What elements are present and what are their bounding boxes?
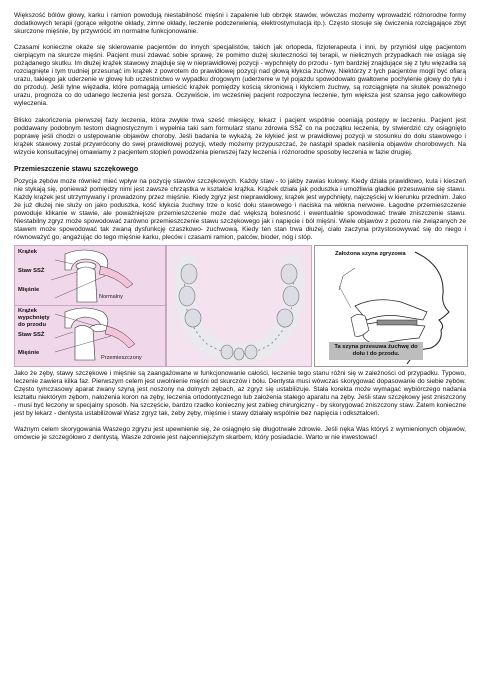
section-heading: Przemieszczenie stawu szczękowego — [14, 165, 139, 173]
tmj-diagram-illustration — [15, 246, 165, 366]
label-normalny: Normalny — [99, 294, 123, 301]
paragraph-4: Pozycja zębów może również mieć wpływ na pozycję stawów szczękowych. Każdy staw - to jakby zawias kulowy. Kiedy działa prawidłowo, kula i kieszeń nie stykają się, ponieważ pomiędzy nimi jest zawsze chrząstka w kształcie krążka. Krążek działa jak poduszka i umożliwia gładkie przesuwanie się stawu. Każdy krążek jest utrzymywany i prowadzony przez mięśnie. Kiedy zgryz jest nieprawidłowy, krążek jest wypchnięty, najczęściej w kierunku przednim. Jako że już dłużej nie służy on jako poduszka, kość kłykcia żuchwy trze o kość dołu stawowego i naciska na włókna nerwowe. Łagodne przemieszczenie powoduje klikanie w stawie, ale poważniejsze przemieszczenie może dać większą bolesność i ewentualnie spowodować trwałe zniszczenie stawu. Niestabilny zgryz może spowodować zarówno przemieszczenie stawu szczękowego jak i napięcie i ból mięśni. Wiele objawów z pozoru nie związanych ze stawem może spowodować tak zwaną dysfunkcję czaszkowo- żuchwową. Kiedy ten stan trwa dłużej, ciało zaczyna przystosowywać się do niego i równoważyć go, angażując do tego mięśnie karku, pleców i czasami ramion, palców, bioder, nóg i stóp. — [14, 177, 466, 242]
paragraph-5: Jako że zęby, stawy szczękowe i mięśnie są zaangażowane w funkcjonowanie całości, leczenie tego stanu różni się w zależności od przypadku. Typowo, leczenie zawiera kilka faz. Pierwszym celem jest uwolnienie mięśni od skurczów i bólu. Dentysta musi wówczas skorygować dopasowanie do siebie zębów. Często tymczasowy aparat zwany szyną jest noszony na dolnych zębach, aż zgryz się ustabilizuje. Stała korekta może wymagać wybiórczego nadania kształtu niektórym zębom, nałożenia koron na zęby, leczenia ortodontycznego lub założenia stałego aparatu na zęby. Jeśli staw szczękowy jest zniszczony - musi być leczony w specjalny sposób. Na szczęście, bardzo rzadko konieczny jest zabieg chirurgiczny - by skorygować zniszczony staw. Zatem konieczne jest by lekarz - dentysta ustabilizował Wasz zgryz tak, żeby zęby, mięśnie i stawy działały wspólnie bez napięcia i odkształceń. — [14, 370, 466, 418]
figure-divider — [15, 305, 165, 306]
tmj-diagram-panel — [14, 245, 166, 367]
label-miesnie: Mięśnie — [18, 287, 40, 294]
label-szyna-caption: Ta szyna przesuwa żuchwę do dołu i do przodu. — [334, 344, 418, 358]
caption-box — [329, 342, 423, 360]
paragraph-2: Czasami konieczne okaże się skierowanie pacjentów do innych specjalistów, takich jak ortopeda, fizjoterapeuta i inni, by przyniósł ulgę pacjentom cierpiącym na skurcze mięśni. Pacjent musi zdawać sobie sprawę, że pomimo dużej skuteczności tej terapii, w nielicznych przypadkach nie osiąga się pożądanego skutku. Im dłużej krążek stawowy znajduje się w nieprawidłowej pozycji - wypchnięty do przodu - tym bardziej znajdujące się z tyłu więzadła są rozciągnięte i tym trudniej przesunąć im krążek z powrotem do prawidłowej pozycji nad głową kłykcia żuchwy. Niektórzy z tych pacjentów mogli być ofiarą urazu, takiego jak uderzenie w głowę lub uczestnictwo w wypadku drogowym (uderzenie w tył pojazdu spowodowało gwałtowne pochylenie głowy do tyłu i do przodu). Jeśli tylne więzadła, które pomagają umieścić krążek pomiędzy kością skroniową i kłykciem żuchwy, są rozciągnięte na skutek poważnego urazu, prognoza co do udanego leczenia jest gorsza. Oczywiście, im wcześniej pacjent rozpoczyna leczenie, tym większa jest szansa jego całkowitego wyleczenia. — [14, 44, 466, 108]
paragraph-3: Blisko zakończenia pierwszej fazy leczenia, która zwykle trwa sześć miesięcy, lekarz i pacjent wspólnie oceniają postępy w leczeniu. Pacjent jest poddawany podobnym testom diagnostycznym i wypełnia taki sam formularz stanu zdrowia SSŻ co na początku leczenia, by stwierdzić czy osiągnięto poprawę jeśli chodzi o ustępowanie objawów choroby. Jeśli badania te wykażą, że kłykieć jest w prawidłowej pozycji w stosunku do dołu stawowego i krążek stawowy został przywrócony do swej prawidłowej pozycji, wtedy możemy przypuszczać, że nastąpił spadek nasilenia objawów chorobowych. Na wizycie konsultacyjnej omawiamy z pacjentem stopień powodzenia pierwszej fazy leczenia i różnorodne sposoby leczenia w fazie drugiej. — [14, 116, 466, 156]
label-miesnie-2: Mięśnie — [18, 350, 40, 357]
figure-row — [14, 245, 466, 367]
paragraph-6: Ważnym celem skorygowania Waszego zgryzu jest upewnienie się, że osiągnęło się długotrwałe zdrowie. Jeśli nęka Was któryś z wymienionych objawów, omówcie je szczegółowo z dentystą. Wasze zdrowie jest najcenniejszym skarbem, który posiadacie. Warto w nie inwestować! — [14, 426, 466, 442]
splint-illustration — [167, 246, 311, 366]
label-krazek-wypchniety: Krążek wypchnięty do przodu — [18, 308, 50, 329]
label-staw-ssz: Staw SSŻ — [18, 268, 45, 275]
splint-profile-diagram — [314, 245, 468, 367]
label-krazek: Krążek — [18, 249, 38, 256]
paragraph-1: Większość bólów głowy, karku i ramion powodują niestabilność mięśni i zapalenie lub obrzęk stawów, wówczas możemy wprowadzić różnorodne formy dodatkowych terapii (gorące wilgotne okłady, zimne okłady, leczenie podczerwienią, elektrostymulacja itp.). Często stosuje się ćwiczenia rozciągające zbyt skurczone mięśnie, by przywrócić im normalne funkcjonowanie. — [14, 12, 466, 36]
document-page — [14, 12, 466, 443]
label-staw-ssz-2: Staw SSŻ — [18, 332, 45, 339]
label-przemieszczony: Przemieszczony — [101, 355, 142, 362]
label-szyna-title: Założona szyna zgryzowa — [335, 251, 406, 258]
dental-splint-photo — [166, 245, 312, 367]
